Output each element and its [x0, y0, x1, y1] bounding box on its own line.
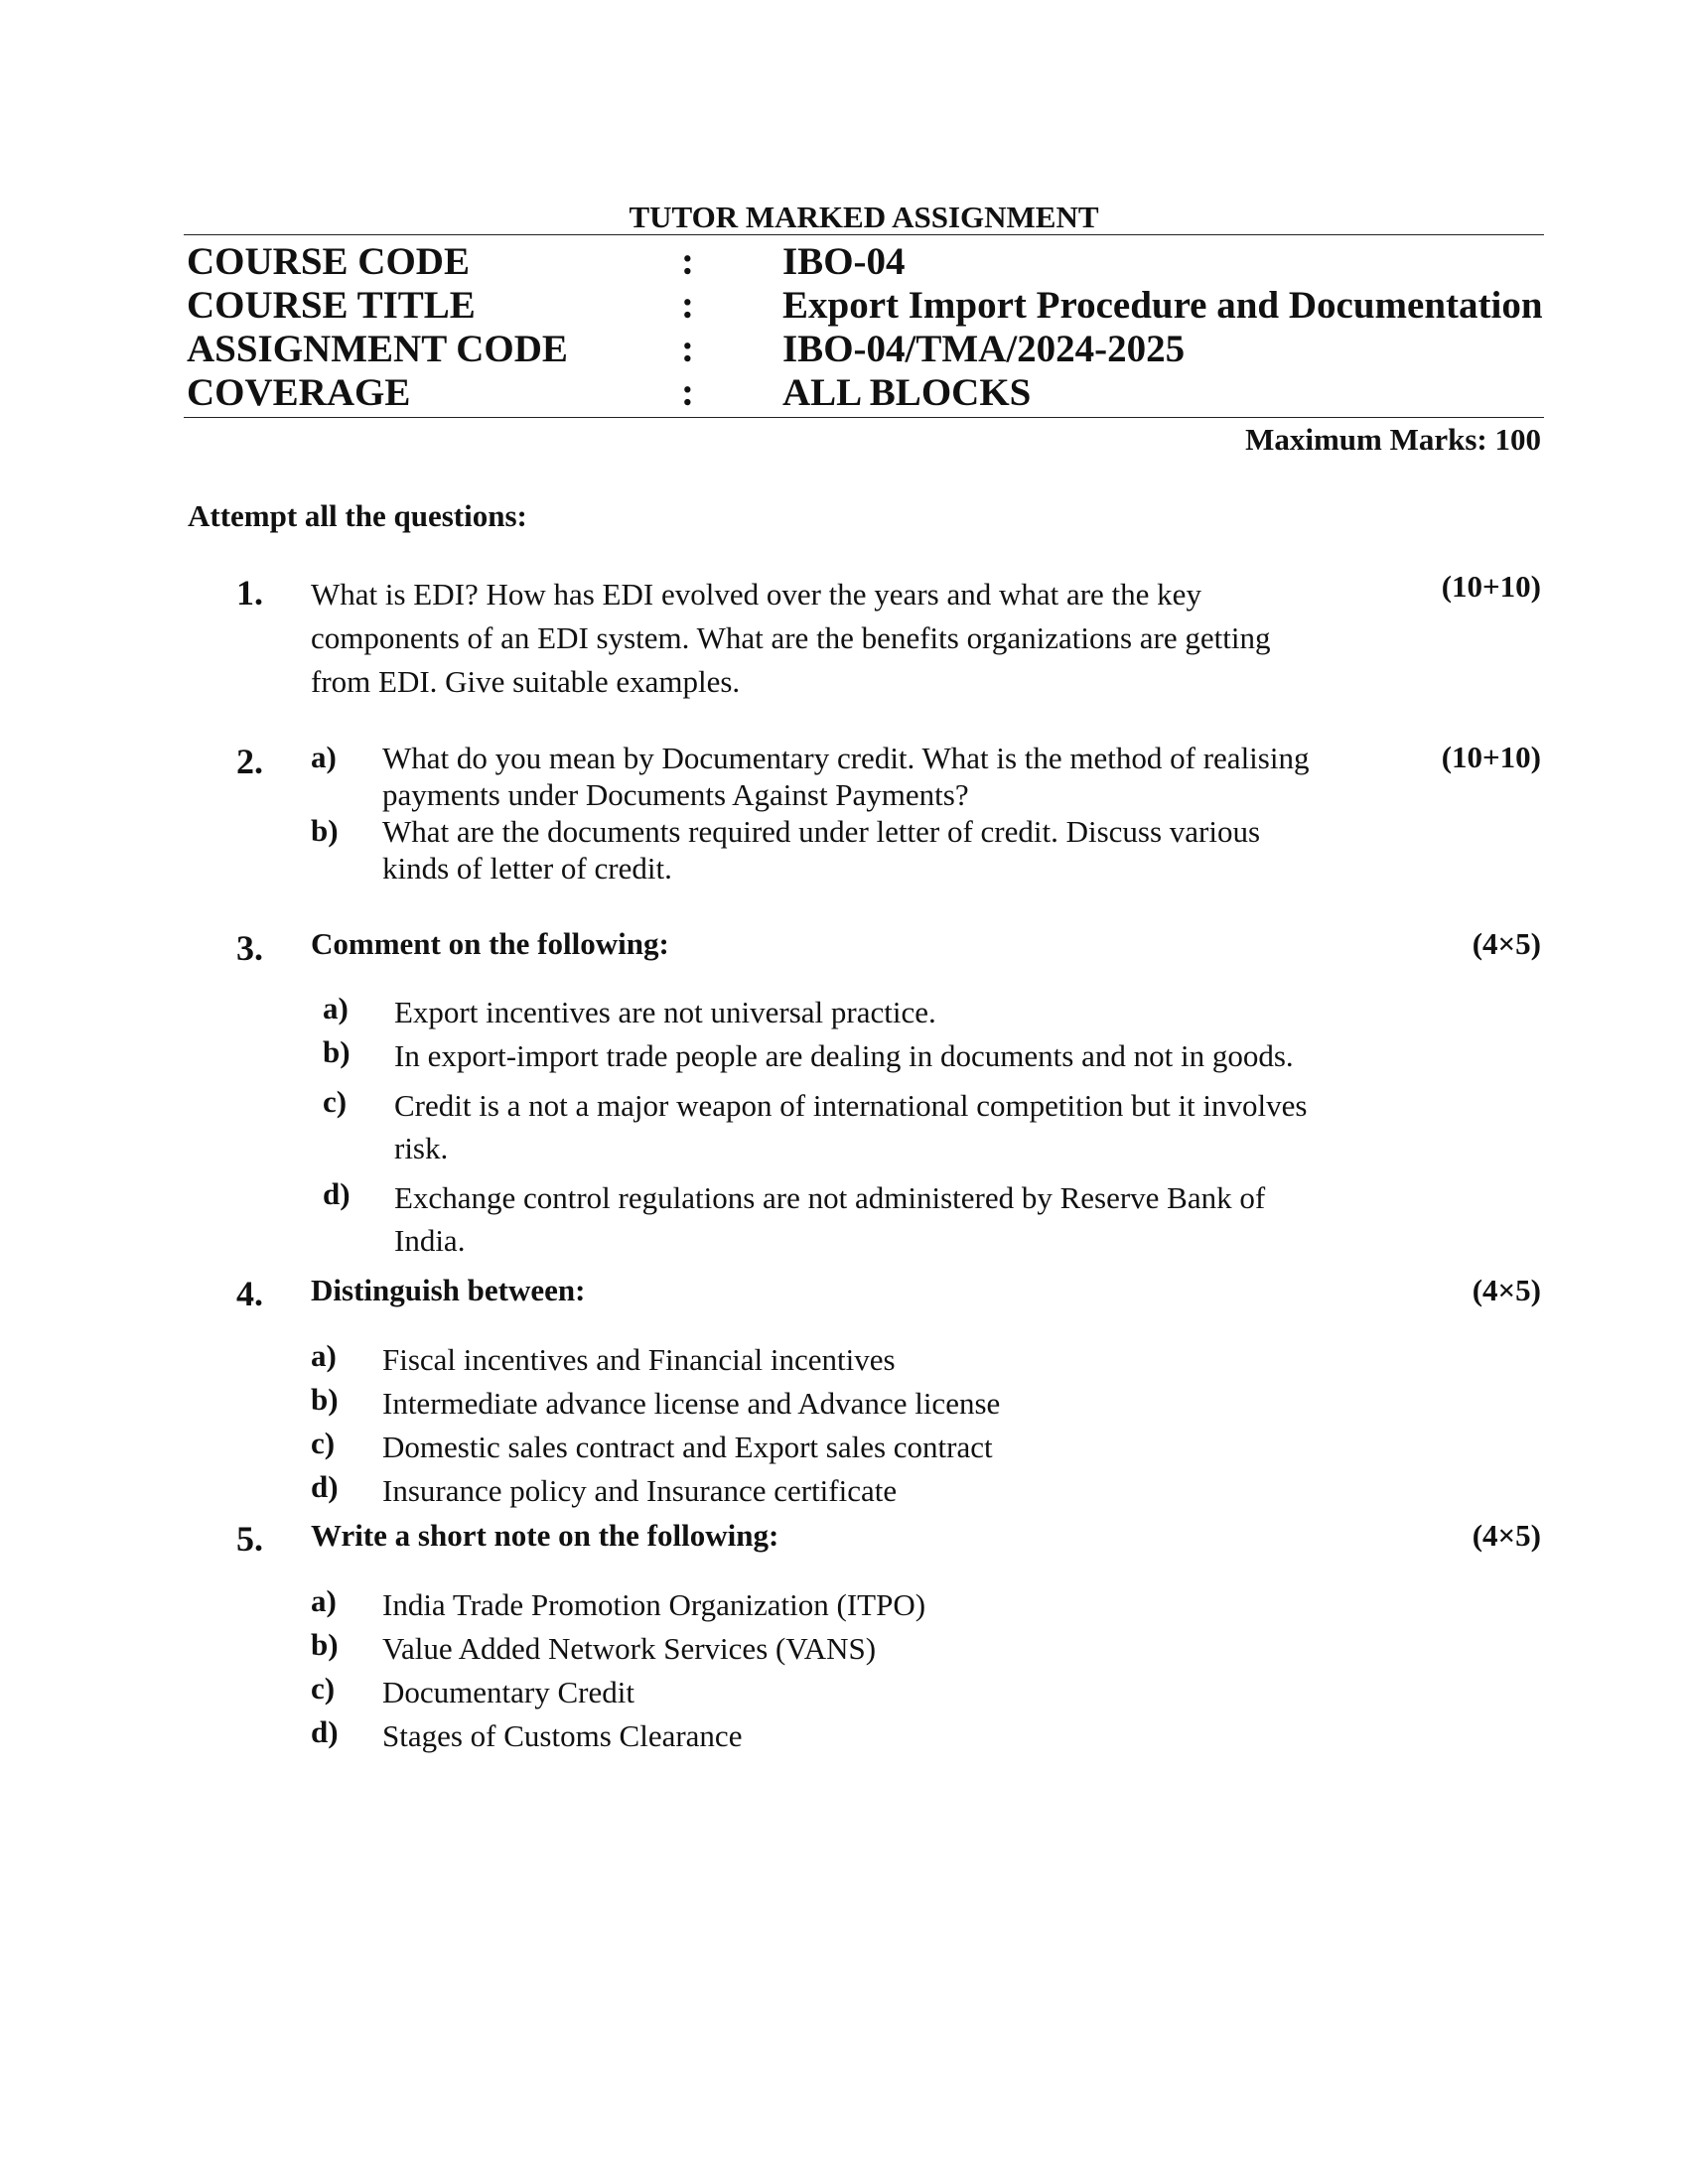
question-5c-text: Documentary Credit [382, 1675, 634, 1709]
question-3b-text [394, 1034, 1294, 1078]
question-4-heading: Distinguish between: [311, 1273, 586, 1307]
coverage-row [187, 371, 1547, 415]
course-title-row [187, 284, 1547, 328]
question-3c-line: Credit is a not a major weapon of international competition but it involves [394, 1088, 1308, 1123]
question-2b-text [382, 813, 1260, 887]
question-2b-line: kinds of letter of credit. [382, 851, 672, 886]
question-4b-text: Intermediate advance license and Advance license [382, 1386, 1001, 1421]
question-2a-label: a) [311, 740, 337, 774]
question-3c-text [394, 1084, 1307, 1169]
question-3-marks: (4×5) [1472, 926, 1541, 961]
course-title-label: COURSE TITLE [187, 284, 476, 327]
question-5b-label: b) [311, 1627, 339, 1662]
question-4b-label: b) [311, 1382, 339, 1417]
header-top-rule [184, 234, 1544, 235]
question-1-number: 1. [236, 573, 263, 613]
question-3a-line: Export incentives are not universal practice. [394, 995, 936, 1029]
question-5b-text: Value Added Network Services (VANS) [382, 1631, 877, 1666]
question-4d-text: Insurance policy and Insurance certificate [382, 1473, 898, 1508]
header-bottom-rule [184, 417, 1544, 418]
question-3c-label: c) [323, 1084, 348, 1119]
question-3d-label: d) [323, 1176, 351, 1211]
question-2b-line: What are the documents required under letter of credit. Discuss various [382, 814, 1261, 849]
question-3d-line: Exchange control regulations are not administered by Reserve Bank of [394, 1180, 1266, 1215]
question-5c-label: c) [311, 1671, 336, 1706]
question-4d-label: d) [311, 1469, 339, 1504]
course-code-value: IBO-04 [782, 240, 906, 283]
course-title-value: Export Import Procedure and Documentation [782, 284, 1543, 327]
question-5-number: 5. [236, 1519, 263, 1559]
course-code-row [187, 240, 1547, 284]
question-1-marks: (10+10) [1441, 569, 1541, 604]
question-5a-text: India Trade Promotion Organization (ITPO) [382, 1587, 926, 1622]
question-3-heading: Comment on the following: [311, 926, 669, 961]
maximum-marks: Maximum Marks: 100 [1245, 422, 1541, 457]
question-3b-line: In export-import trade people are dealing in documents and not in goods. [394, 1038, 1294, 1073]
question-2a-line: payments under Documents Against Payments? [382, 777, 969, 812]
coverage-separator: : [681, 371, 694, 414]
page-title: TUTOR MARKED ASSIGNMENT [629, 200, 1099, 234]
question-1-line: What is EDI? How has EDI evolved over the years and what are the key [311, 577, 1201, 612]
coverage-value: ALL BLOCKS [782, 371, 1032, 414]
question-1-line: from EDI. Give suitable examples. [311, 664, 741, 699]
question-3a-label: a) [323, 991, 349, 1025]
question-2a-line: What do you mean by Documentary credit. What is the method of realising [382, 741, 1310, 775]
question-3a-text [394, 991, 936, 1034]
assignment-code-value: IBO-04/TMA/2024-2025 [782, 328, 1186, 370]
question-3d-text [394, 1176, 1265, 1262]
question-5d-label: d) [311, 1714, 339, 1749]
instruction: Attempt all the questions: [188, 498, 527, 533]
question-3c-line: risk. [394, 1131, 449, 1165]
question-3-number: 3. [236, 928, 263, 968]
coverage-label: COVERAGE [187, 371, 411, 414]
question-5a-label: a) [311, 1583, 337, 1618]
question-2-number: 2. [236, 742, 263, 781]
question-5d-text: Stages of Customs Clearance [382, 1718, 743, 1753]
assignment-code-label: ASSIGNMENT CODE [187, 328, 568, 370]
question-2a-text [382, 740, 1309, 813]
question-1-line: components of an EDI system. What are the benefits organizations are getting [311, 620, 1271, 655]
question-3d-line: India. [394, 1223, 466, 1258]
course-code-separator: : [681, 240, 694, 283]
question-4-marks: (4×5) [1472, 1273, 1541, 1307]
question-5-heading: Write a short note on the following: [311, 1518, 779, 1553]
course-code-label: COURSE CODE [187, 240, 470, 283]
question-4-number: 4. [236, 1274, 263, 1313]
question-5-marks: (4×5) [1472, 1518, 1541, 1553]
question-2-marks: (10+10) [1441, 740, 1541, 774]
question-1-text [311, 573, 1270, 704]
assignment-code-separator: : [681, 328, 694, 370]
question-4a-text: Fiscal incentives and Financial incentives [382, 1342, 896, 1377]
question-4c-text: Domestic sales contract and Export sales contract [382, 1430, 993, 1464]
question-4a-label: a) [311, 1338, 337, 1373]
assignment-code-row [187, 328, 1547, 371]
question-4c-label: c) [311, 1426, 336, 1460]
question-2b-label: b) [311, 813, 339, 848]
question-3b-label: b) [323, 1034, 351, 1069]
course-title-separator: : [681, 284, 694, 327]
